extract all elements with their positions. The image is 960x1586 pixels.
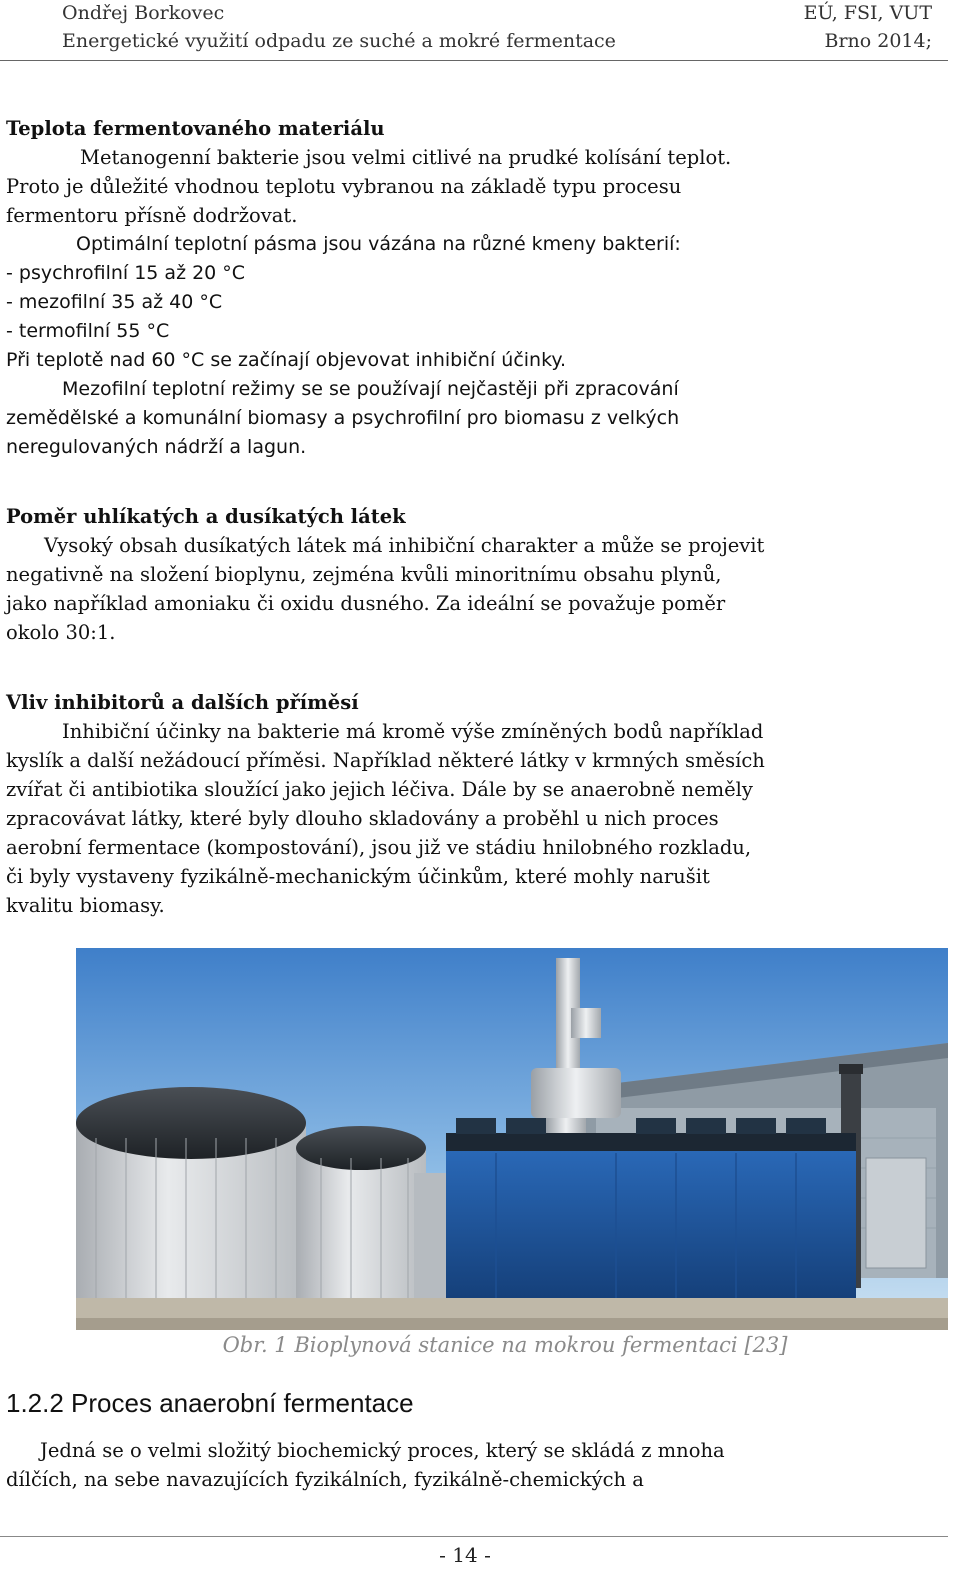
section-temperature [6, 114, 936, 462]
paragraph-line: zemědělské a komunální biomasy a psychrofilní pro biomasu z velkých [6, 407, 680, 429]
list-item: - mezofilní 35 až 40 °C [6, 291, 223, 313]
paragraph-line: Metanogenní bakterie jsou velmi citlivé na prudké kolísání teplot. [80, 146, 732, 169]
section-title: 1.2.2 Proces anaerobní fermentace [6, 1388, 414, 1418]
paragraph-line: Jedná se o velmi složitý biochemický proces, který se skládá z mnoha [40, 1439, 725, 1462]
section-cn-ratio [6, 502, 936, 647]
list-item: - psychrofilní 15 až 20 °C [6, 262, 246, 284]
page-header [62, 0, 932, 58]
paragraph-line: kyslík a další nežádoucí příměsi. Například některé látky v krmných směsích [6, 749, 765, 772]
paragraph-line: Proto je důležité vhodnou teplotu vybranou na základě typu procesu [6, 175, 682, 198]
biogas-plant-photo [76, 948, 948, 1330]
paragraph-line: zvířat či antibiotika sloužící jako jejich léčiva. Dále by se anaerobně neměly [6, 778, 753, 801]
paragraph-line: zpracovávat látky, které byly dlouho skladovány a proběhl u nich proces [6, 807, 719, 830]
section-inhibitors [6, 688, 936, 920]
paragraph-line: jako například amoniaku či oxidu dusného. Za ideální se považuje poměr [6, 592, 726, 615]
section-anaerobic-process [6, 1436, 936, 1494]
paragraph-line: Při teplotě nad 60 °C se začínají objevovat inhibiční účinky. [6, 349, 566, 371]
header-author: Ondřej Borkovec [62, 2, 225, 24]
paragraph-line: neregulovaných nádrží a lagun. [6, 436, 307, 458]
paragraph-line: kvalitu biomasy. [6, 894, 165, 917]
paragraph-line: fermentoru přísně dodržovat. [6, 204, 298, 227]
paragraph-line: okolo 30:1. [6, 621, 116, 644]
figure-caption: Obr. 1 Bioplynová stanice na mokrou fermentaci [23] [222, 1333, 788, 1357]
header-divider [0, 60, 948, 61]
header-place-year: Brno 2014; [824, 30, 932, 52]
paragraph-line: Vysoký obsah dusíkatých látek má inhibiční charakter a může se projevit [44, 534, 765, 557]
footer-divider [0, 1536, 948, 1537]
paragraph-line: Optimální teplotní pásma jsou vázána na různé kmeny bakterií: [76, 233, 681, 255]
paragraph-line: či byly vystaveny fyzikálně-mechanickým účinkům, které mohly narušit [6, 865, 710, 888]
section-heading: Poměr uhlíkatých a dusíkatých látek [6, 505, 406, 528]
section-heading: Teplota fermentovaného materiálu [6, 117, 385, 140]
paragraph-line: Mezofilní teplotní režimy se se používají nejčastěji při zpracování [62, 378, 679, 400]
paragraph-line: negativně na složení bioplynu, zejména kvůli minoritnímu obsahu plynů, [6, 563, 722, 586]
section-heading: Vliv inhibitorů a dalších příměsí [6, 691, 359, 714]
list-item: - termofilní 55 °C [6, 320, 170, 342]
paragraph-line: aerobní fermentace (kompostování), jsou již ve stádiu hnilobného rozkladu, [6, 836, 752, 859]
paragraph-line: Inhibiční účinky na bakterie má kromě výše zmíněných bodů například [62, 720, 764, 743]
header-title: Energetické využití odpadu ze suché a mokré fermentace [62, 30, 616, 52]
page-number: - 14 - [439, 1543, 491, 1567]
paragraph-line: dílčích, na sebe navazujících fyzikálních, fyzikálně-chemických a [6, 1468, 644, 1491]
header-institution: EÚ, FSI, VUT [803, 2, 932, 24]
